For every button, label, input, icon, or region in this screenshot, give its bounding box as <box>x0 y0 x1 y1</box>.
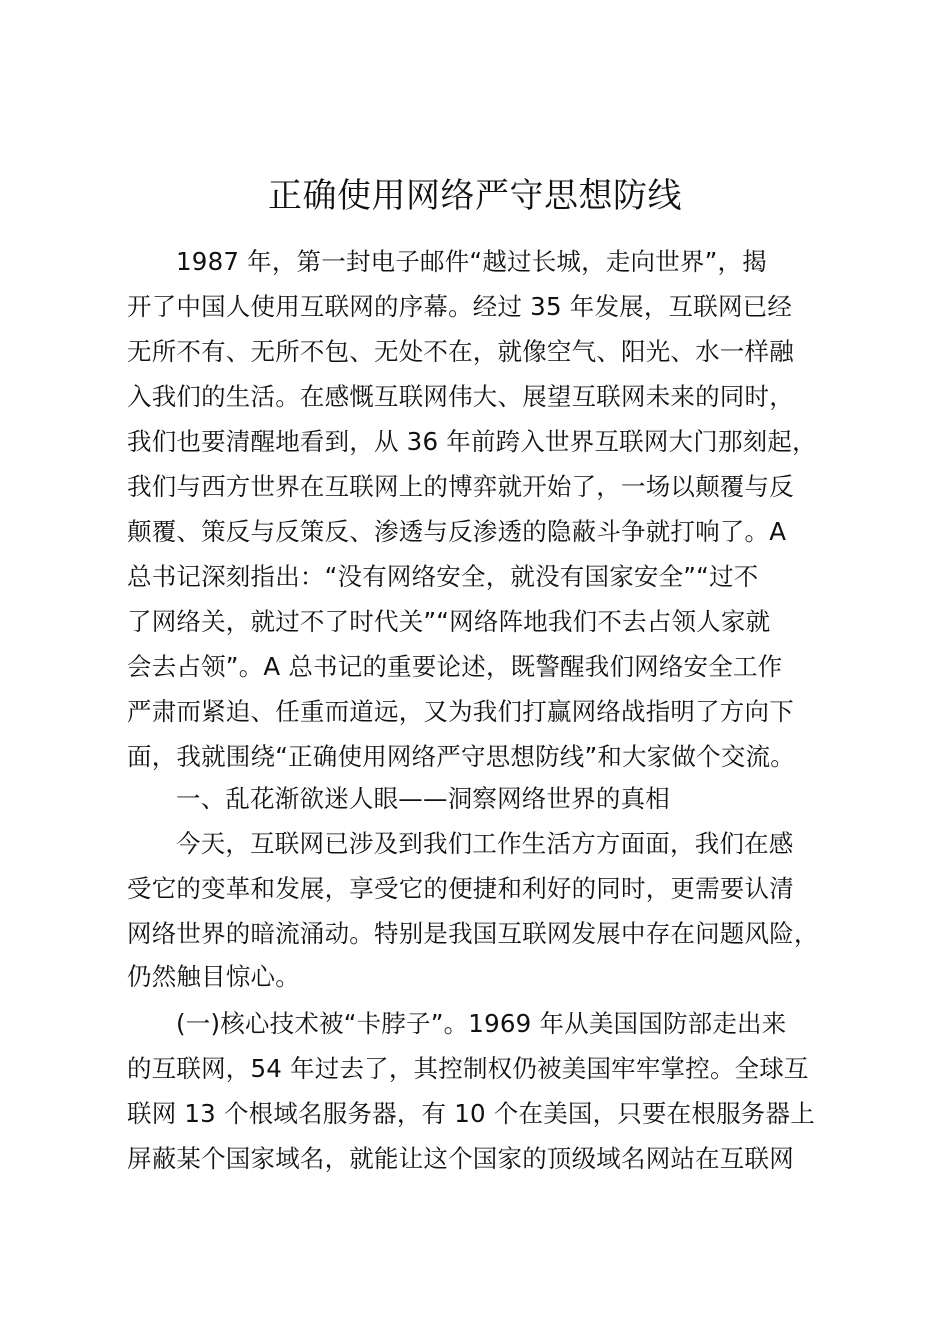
paragraph-line: 入我们的生活。在感慨互联网伟大、展望互联网未来的同时， <box>127 382 794 411</box>
paragraph-line: 开了中国人使用互联网的序幕。经过 35 年发展，互联网已经 <box>127 292 793 321</box>
document-title: 正确使用网络严守思想防线 <box>268 176 682 216</box>
paragraph-line: 我们与西方世界在互联网上的博弈就开始了，一场以颠覆与反 <box>127 472 794 501</box>
paragraph-line: 了网络关，就过不了时代关”“网络阵地我们不去占领人家就 <box>127 607 771 636</box>
paragraph-line: 总书记深刻指出：“没有网络安全，就没有国家安全”“过不 <box>127 562 759 591</box>
paragraph-line: 受它的变革和发展，享受它的便捷和利好的同时，更需要认清 <box>127 874 794 903</box>
paragraph-line: 颠覆、策反与反策反、渗透与反渗透的隐蔽斗争就打响了。A <box>127 517 787 546</box>
paragraph-line: 会去占领”。A 总书记的重要论述，既警醒我们网络安全工作 <box>127 652 783 681</box>
paragraph-line: 严肃而紧迫、任重而道远，又为我们打赢网络战指明了方向下 <box>127 697 794 726</box>
paragraph-line: (一)核心技术被“卡脖子”。1969 年从美国国防部走出来 <box>176 1009 787 1038</box>
paragraph-line: 网络世界的暗流涌动。特别是我国互联网发展中存在问题风险， <box>127 919 819 948</box>
paragraph-line: 屏蔽某个国家域名，就能让这个国家的顶级域名网站在互联网 <box>127 1144 794 1173</box>
paragraph-line: 联网 13 个根域名服务器，有 10 个在美国，只要在根服务器上 <box>127 1099 815 1128</box>
paragraph-line: 1987 年，第一封电子邮件“越过长城，走向世界”，揭 <box>176 247 767 276</box>
paragraph-line: 面，我就围绕“正确使用网络严守思想防线”和大家做个交流。 <box>127 742 795 771</box>
section-heading: 一、乱花渐欲迷人眼——洞察网络世界的真相 <box>176 784 670 813</box>
paragraph-line: 今天，互联网已涉及到我们工作生活方方面面，我们在感 <box>176 829 794 858</box>
paragraph-line: 无所不有、无所不包、无处不在，就像空气、阳光、水一样融 <box>127 337 794 366</box>
paragraph-line: 的互联网，54 年过去了，其控制权仍被美国牢牢掌控。全球互 <box>127 1054 809 1083</box>
paragraph-line: 仍然触目惊心。 <box>127 962 300 991</box>
paragraph-line: 我们也要清醒地看到，从 36 年前跨入世界互联网大门那刻起， <box>127 427 817 456</box>
